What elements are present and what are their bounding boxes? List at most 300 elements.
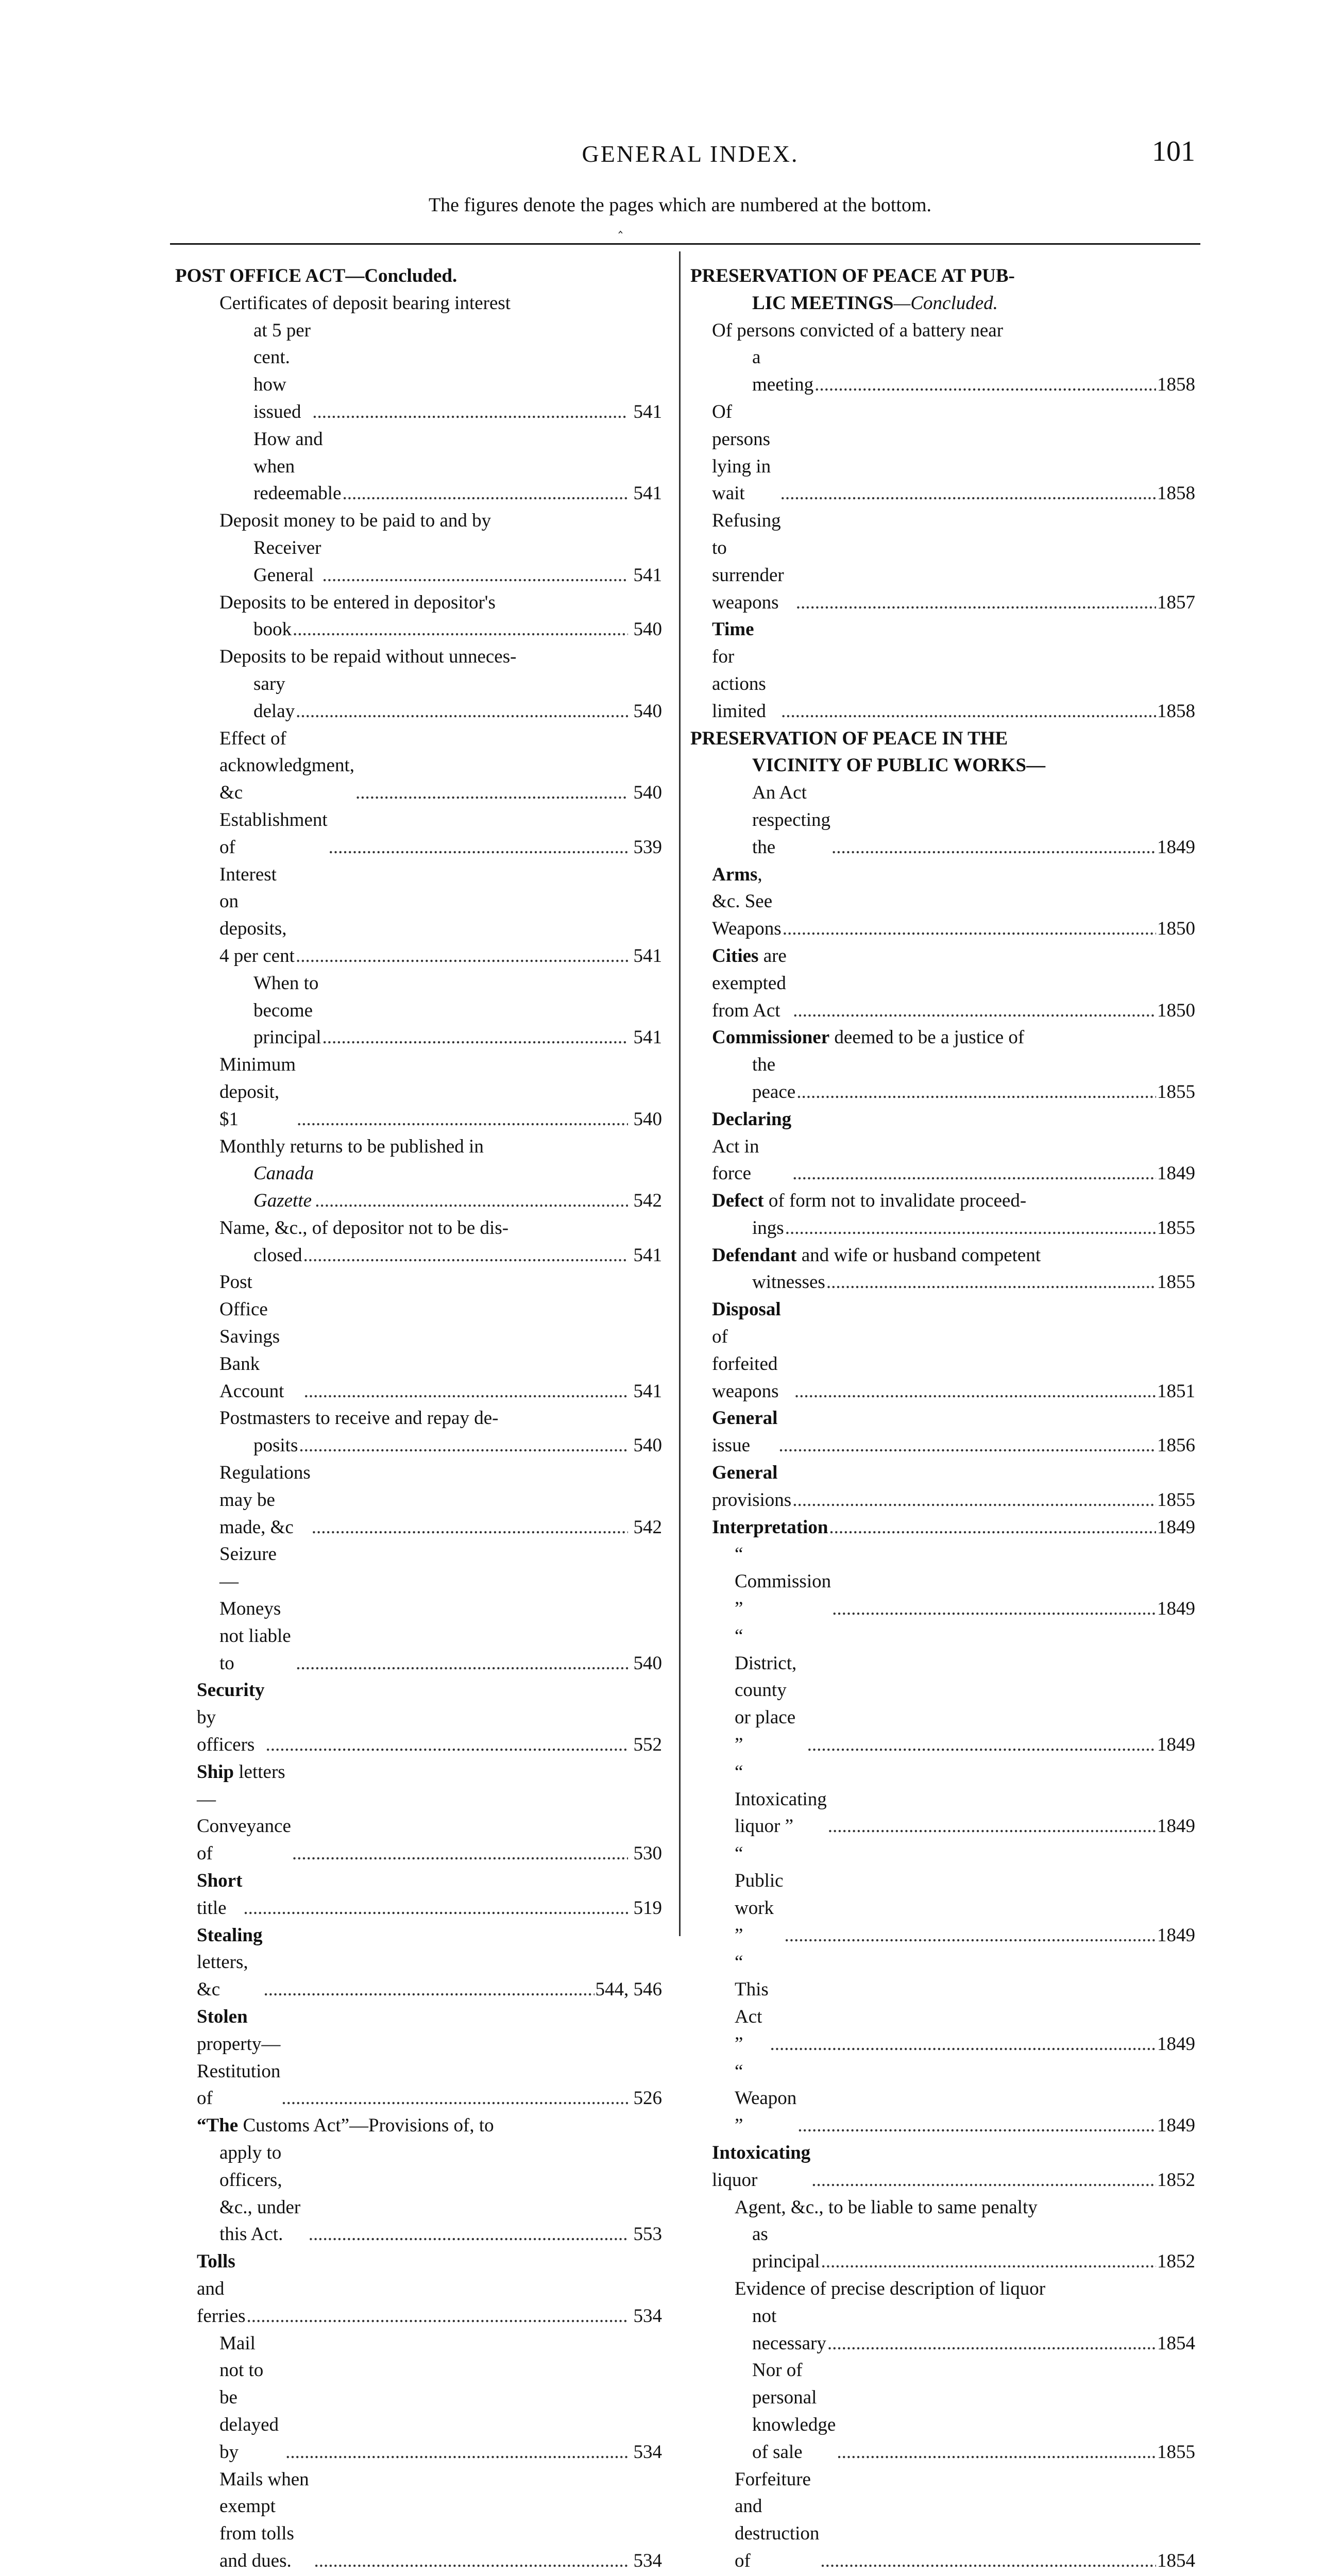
leader-dots <box>303 1242 628 1269</box>
index-entry <box>690 2194 1195 2222</box>
entry-page-ref: 542 <box>633 1190 662 1212</box>
entry-page-ref: 1855 <box>1157 1489 1195 1511</box>
index-entry <box>175 1922 662 2004</box>
entry-text <box>253 317 311 426</box>
entry-label: Of persons convicted of a battery near <box>712 319 1004 341</box>
index-entry <box>690 1623 1195 1759</box>
leader-dots <box>797 2112 1156 2140</box>
leader-dots <box>829 1514 1156 1541</box>
entry-text <box>712 1460 791 1514</box>
entry-keyword: Commissioner <box>712 1027 830 1048</box>
leader-dots <box>281 2085 628 2112</box>
entry-label: the peace <box>752 1054 796 1103</box>
entry-page-ref: 539 <box>633 836 662 858</box>
entry-text <box>712 1242 1041 1269</box>
entry-text <box>712 861 782 943</box>
index-entry <box>690 1840 1195 1949</box>
index-entry <box>690 290 1195 317</box>
entry-text <box>219 643 516 671</box>
entry-keyword: Time <box>712 619 754 640</box>
index-entry <box>690 1460 1195 1514</box>
entry-label: as principal <box>752 2224 820 2273</box>
index-entry <box>175 1215 662 1242</box>
index-entry <box>175 1052 662 1133</box>
entry-page-ref: 1852 <box>1157 2251 1195 2273</box>
entry-text <box>253 1242 302 1269</box>
index-entry <box>690 2575 1195 2576</box>
entry-label: “ District, county or place ” <box>735 1625 797 1756</box>
page-title: GENERAL INDEX. <box>582 141 799 167</box>
entry-keyword: Stealing <box>197 1924 263 1946</box>
entry-text <box>735 2194 1038 2222</box>
entry-label: Regulations may be made, &c <box>219 1462 311 1538</box>
entry-keyword: LIC MEETINGS <box>752 292 894 314</box>
entry-page-ref: 540 <box>633 1108 662 1130</box>
entry-keyword: PRESERVATION OF PEACE IN THE <box>690 727 1008 749</box>
entry-text <box>219 1541 295 1677</box>
entry-keyword: Stolen <box>197 2006 248 2027</box>
entry-text <box>712 1024 1024 1052</box>
entry-label: Interest on deposits, 4 per cent <box>219 863 295 967</box>
index-entry <box>690 1405 1195 1460</box>
index-entry <box>175 589 662 617</box>
index-entry <box>690 616 1195 725</box>
index-entry <box>690 2058 1195 2140</box>
entry-label: Receiver General <box>253 537 321 586</box>
entry-label: Establishment of <box>219 809 328 858</box>
leader-dots <box>783 916 1156 943</box>
entry-text <box>752 1215 784 1242</box>
entry-text <box>253 535 321 589</box>
index-entry <box>690 263 1195 290</box>
index-entry <box>690 2466 1195 2575</box>
entry-keyword: Cities <box>712 945 759 967</box>
leader-dots <box>807 1732 1156 1759</box>
entry-page-ref: 552 <box>633 1734 662 1756</box>
entry-label: Certificates of deposit bearing interest <box>219 292 511 314</box>
entry-text <box>752 290 998 317</box>
entry-label: Mail not to be delayed by <box>219 2332 279 2463</box>
index-entry <box>175 671 662 725</box>
leader-dots <box>778 1432 1156 1460</box>
index-entry <box>690 2221 1195 2276</box>
index-entry <box>175 2112 662 2140</box>
index-entry <box>175 1759 662 1868</box>
entry-page-ref: 534 <box>633 2305 662 2327</box>
entry-text <box>752 344 813 399</box>
index-entry <box>690 1024 1195 1052</box>
entry-text <box>752 779 830 861</box>
entry-page-ref: 534 <box>633 2550 662 2571</box>
leader-dots <box>322 562 628 589</box>
entry-page-ref: 1855 <box>1157 1272 1195 1293</box>
leader-dots <box>827 2330 1156 2358</box>
entry-text <box>752 1269 825 1296</box>
entry-text <box>735 2575 806 2576</box>
leader-dots <box>796 1079 1156 1106</box>
leader-dots <box>811 2167 1156 2194</box>
index-entry <box>690 861 1195 943</box>
leader-dots <box>792 1487 1156 1514</box>
entry-label: Seizure—Moneys not liable to <box>219 1544 291 1674</box>
index-entry <box>690 317 1195 345</box>
entry-text <box>690 725 1008 753</box>
index-entry <box>690 1514 1195 1541</box>
left-index-column <box>175 263 662 2576</box>
entry-text <box>175 263 457 290</box>
entry-keyword: Arms <box>712 863 758 885</box>
index-entry <box>175 1541 662 1677</box>
entry-page-ref: 542 <box>633 1516 662 1538</box>
entry-text <box>735 1949 769 2058</box>
entry-text <box>253 671 295 725</box>
entry-page-ref: 540 <box>633 1652 662 1674</box>
entry-keyword: “The <box>197 2115 239 2137</box>
entry-page-ref: 1849 <box>1157 2033 1195 2055</box>
entry-text <box>197 1677 265 1758</box>
entry-text <box>712 616 780 725</box>
entry-label: letters—Conveyance of <box>197 1761 291 1865</box>
entry-text <box>219 2466 313 2575</box>
entry-label: title <box>197 1897 227 1919</box>
entry-keyword: General <box>712 1462 778 1484</box>
index-entry <box>175 807 662 861</box>
entry-text <box>690 263 1015 290</box>
entry-page-ref: 541 <box>633 1380 662 1402</box>
leader-dots <box>299 1432 628 1460</box>
entry-text <box>197 1868 242 1922</box>
index-entry <box>690 1242 1195 1269</box>
entry-page-ref: 540 <box>633 619 662 640</box>
entry-text <box>735 1840 784 1949</box>
entry-label: Act in force <box>712 1136 759 1184</box>
leader-dots <box>315 1188 628 1215</box>
entry-page-ref: 1850 <box>1157 918 1195 940</box>
entry-label: —Concluded. <box>893 292 998 314</box>
entry-text <box>197 2004 280 2112</box>
index-entry <box>175 263 662 290</box>
leader-dots <box>780 480 1156 507</box>
entry-text <box>712 2140 810 2194</box>
entry-page-ref: 541 <box>633 483 662 504</box>
index-entry <box>175 2248 662 2330</box>
entry-label: Deposit money to be paid to and by <box>219 510 491 532</box>
entry-page-ref: 541 <box>633 564 662 586</box>
entry-label: Deposits to be repaid without unneces- <box>219 646 517 668</box>
leader-dots <box>814 371 1156 399</box>
entry-page-ref: 1854 <box>1157 2550 1195 2571</box>
entry-page-ref: 530 <box>633 1843 662 1865</box>
entry-keyword: Ship <box>197 1761 234 1783</box>
entry-label: Minimum deposit, $1 <box>219 1054 296 1130</box>
entry-label: are exempted from Act <box>712 945 787 1021</box>
entry-label: a meeting <box>752 347 814 396</box>
entry-text <box>219 290 511 317</box>
entry-label: Monthly returns to be published in <box>219 1136 484 1157</box>
leader-dots <box>821 2248 1157 2276</box>
entry-page-ref: 534 <box>633 2441 662 2463</box>
leader-dots <box>794 1378 1156 1405</box>
leader-dots <box>285 2439 628 2466</box>
entry-text <box>219 1215 508 1242</box>
index-entry <box>175 1405 662 1432</box>
entry-page-ref: 1854 <box>1157 2332 1195 2354</box>
leader-dots <box>296 943 628 970</box>
entry-text <box>752 1052 795 1106</box>
leader-dots <box>246 2303 628 2330</box>
leader-dots <box>304 1378 628 1405</box>
leader-dots <box>820 2548 1156 2575</box>
entry-label: Customs Act”—Provisions of, to <box>238 2115 494 2137</box>
entry-text <box>219 861 295 970</box>
entry-text <box>197 1922 262 2004</box>
entry-page-ref: 541 <box>633 945 662 967</box>
index-entry <box>690 1215 1195 1242</box>
entry-label: not necessary <box>752 2305 826 2354</box>
entry-text <box>712 399 779 507</box>
entry-page-ref: 540 <box>633 1435 662 1456</box>
entry-page-ref: 553 <box>633 2224 662 2245</box>
entry-page-ref: 519 <box>633 1897 662 1919</box>
entry-text <box>735 1541 831 1622</box>
leader-dots <box>322 1024 628 1052</box>
entry-text <box>752 752 1045 779</box>
entry-label: “ Weapon ” <box>735 2060 797 2137</box>
leader-dots <box>781 698 1156 725</box>
entry-keyword: Tolls <box>197 2251 235 2273</box>
caret-mark: ‸ <box>618 218 623 233</box>
leader-dots <box>831 834 1156 861</box>
entry-page-ref: 544, 546 <box>595 1979 662 2001</box>
index-entry <box>175 2330 662 2466</box>
index-entry <box>175 1460 662 1541</box>
entry-label: “ Commission ” <box>735 1544 831 1620</box>
entry-page-ref: 540 <box>633 782 662 804</box>
entry-keyword: Defendant <box>712 1244 797 1266</box>
index-entry <box>690 1106 1195 1188</box>
index-entry <box>690 725 1195 753</box>
entry-page-ref: 1850 <box>1157 999 1195 1021</box>
entry-keyword: Intoxicating <box>712 2142 811 2163</box>
right-index-column <box>690 263 1195 2576</box>
entry-text <box>197 2112 494 2140</box>
leader-dots <box>314 2548 629 2575</box>
entry-page-ref: 1849 <box>1157 1816 1195 1837</box>
column-divider <box>679 251 681 1936</box>
leader-dots <box>292 1840 628 1868</box>
leader-dots <box>329 834 628 861</box>
index-entry <box>690 1296 1195 1405</box>
entry-text <box>219 589 496 617</box>
entry-page-ref: 1855 <box>1157 1217 1195 1239</box>
entry-label: Evidence of precise description of liquor <box>735 2278 1046 2299</box>
page-subtitle: The figures denote the pages which are numbered at the bottom. <box>428 194 932 216</box>
entry-text <box>735 2058 796 2140</box>
entry-label: Postmasters to receive and repay de- <box>219 1408 499 1429</box>
entry-page-ref: 1858 <box>1157 483 1195 504</box>
entry-label: letters, &c <box>197 1952 248 2001</box>
leader-dots <box>796 589 1156 617</box>
index-entry <box>690 2357 1195 2466</box>
entry-label: “ Public work ” <box>735 1843 784 1946</box>
entry-text <box>253 1432 298 1460</box>
entry-label: book <box>253 619 292 640</box>
index-entry <box>690 1541 1195 1622</box>
entry-text <box>712 943 792 1024</box>
entry-label: at 5 per cent. how issued <box>253 319 311 422</box>
entry-page-ref: 540 <box>633 700 662 722</box>
index-entry <box>175 1269 662 1405</box>
entry-page-ref: 1855 <box>1157 2441 1195 2463</box>
entry-page-ref: 1849 <box>1157 1598 1195 1620</box>
entry-keyword: General <box>712 1408 778 1429</box>
entry-text <box>752 2357 836 2466</box>
index-entry <box>175 2575 662 2576</box>
entry-text <box>253 426 341 507</box>
leader-dots <box>785 1215 1156 1242</box>
index-entry <box>690 1188 1195 1215</box>
entry-label: and ferries <box>197 2278 246 2327</box>
entry-label: for actions limited <box>712 646 766 722</box>
index-entry <box>175 1160 662 1215</box>
index-entry <box>175 861 662 970</box>
entry-text <box>253 1160 314 1215</box>
entry-text <box>735 2466 819 2575</box>
entry-keyword: Interpretation <box>712 1516 828 1538</box>
entry-page-ref: 526 <box>633 2088 662 2109</box>
leader-dots <box>309 2221 628 2248</box>
leader-dots <box>792 1160 1156 1188</box>
entry-label: An Act respecting the <box>752 782 831 858</box>
index-entry <box>690 943 1195 1024</box>
entry-text <box>219 2330 284 2466</box>
entry-label: Agent, &c., to be liable to same penalty <box>735 2196 1038 2218</box>
leader-dots <box>263 1976 594 2004</box>
index-entry <box>175 2140 662 2248</box>
index-entry <box>690 1269 1195 1296</box>
entry-keyword: Declaring <box>712 1108 792 1130</box>
entry-text <box>752 2221 820 2276</box>
entry-page-ref: 1849 <box>1157 836 1195 858</box>
leader-dots <box>296 1650 628 1677</box>
entry-keyword: Short <box>197 1870 243 1892</box>
entry-label: and wife or husband competent <box>796 1244 1041 1266</box>
index-entry <box>175 1868 662 1922</box>
leader-dots <box>793 997 1156 1025</box>
entry-text <box>219 1405 498 1432</box>
entry-text <box>219 2575 309 2576</box>
leader-dots <box>826 1269 1156 1296</box>
entry-label: Post Office Savings Bank Account <box>219 1272 284 1402</box>
index-entry <box>690 399 1195 507</box>
entry-page-ref: 1849 <box>1157 1924 1195 1946</box>
index-entry <box>175 1432 662 1460</box>
entry-label: , &c. See Weapons <box>712 863 782 940</box>
index-entry <box>690 779 1195 861</box>
index-entry <box>175 426 662 507</box>
index-entry <box>690 752 1195 779</box>
leader-dots <box>355 779 628 807</box>
entry-text <box>219 2140 308 2248</box>
entry-label: “ Intoxicating liquor ” <box>735 1761 827 1837</box>
leader-dots <box>342 480 628 507</box>
leader-dots <box>785 1922 1156 1950</box>
entry-text <box>253 616 292 643</box>
index-entry <box>175 725 662 807</box>
leader-dots <box>243 1895 628 1922</box>
entry-label: by officers <box>197 1707 255 1756</box>
leader-dots <box>266 1732 628 1759</box>
index-entry <box>690 507 1195 616</box>
entry-label: “ This Act ” <box>735 1952 769 2055</box>
entry-label: issue <box>712 1435 750 1456</box>
entry-page-ref: 1857 <box>1157 591 1195 613</box>
entry-text <box>752 2303 826 2358</box>
entry-label: Effect of acknowledgment, &c <box>219 727 354 804</box>
entry-page-ref: 1856 <box>1157 1435 1195 1456</box>
index-entry <box>690 2140 1195 2194</box>
entry-page-ref: 1858 <box>1157 700 1195 722</box>
index-entry <box>175 970 662 1052</box>
entry-text <box>712 1296 793 1405</box>
leader-dots <box>293 616 628 643</box>
index-entry <box>175 1133 662 1161</box>
entry-page-ref: 1849 <box>1157 2115 1195 2137</box>
entry-text <box>712 507 795 616</box>
index-entry <box>175 317 662 426</box>
entry-label: Forfeiture and destruction of <box>735 2468 820 2571</box>
page-number: 101 <box>1152 135 1195 167</box>
entry-text <box>735 1759 827 1840</box>
entry-text <box>219 1133 484 1161</box>
entry-label: How and when redeemable <box>253 428 342 504</box>
index-entry <box>690 1052 1195 1106</box>
entry-label: Mails when exempt from tolls and dues. <box>219 2468 309 2571</box>
index-entry <box>175 1677 662 1758</box>
entry-page-ref: 541 <box>633 401 662 422</box>
entry-page-ref: 541 <box>633 1027 662 1048</box>
entry-text <box>219 725 354 807</box>
entry-page-ref: 1851 <box>1157 1380 1195 1402</box>
entry-label: liquor <box>712 2169 758 2191</box>
index-entry <box>175 2004 662 2112</box>
entry-label: Canada Gazette <box>253 1163 314 1212</box>
leader-dots <box>828 1813 1156 1840</box>
entry-label: Refusing to surrender weapons <box>712 510 784 613</box>
entry-label: witnesses <box>752 1272 825 1293</box>
entry-keyword: Disposal <box>712 1299 781 1320</box>
entry-label: ings <box>752 1217 784 1239</box>
index-entry <box>690 1949 1195 2058</box>
index-entry <box>690 1759 1195 1840</box>
entry-label: deemed to be a justice of <box>829 1027 1025 1048</box>
entry-label: Of persons lying in wait <box>712 401 771 504</box>
entry-text <box>712 1106 791 1188</box>
entry-label: Name, &c., of depositor not to be dis- <box>219 1217 509 1239</box>
entry-label: sary delay <box>253 673 295 722</box>
entry-label: Deposits to be entered in depositor's <box>219 591 496 613</box>
entry-text <box>712 1514 828 1541</box>
entry-text <box>253 970 321 1052</box>
leader-dots <box>837 2439 1156 2466</box>
entry-text <box>712 1188 1026 1215</box>
entry-label: POST OFFICE ACT—Concluded. <box>175 265 457 286</box>
leader-dots <box>296 698 628 725</box>
entry-label: When to become principal <box>253 972 321 1048</box>
entry-page-ref: 1852 <box>1157 2169 1195 2191</box>
entry-label: of form not to invalidate proceed- <box>763 1190 1027 1212</box>
entry-label: property—Restitution of <box>197 2033 281 2109</box>
